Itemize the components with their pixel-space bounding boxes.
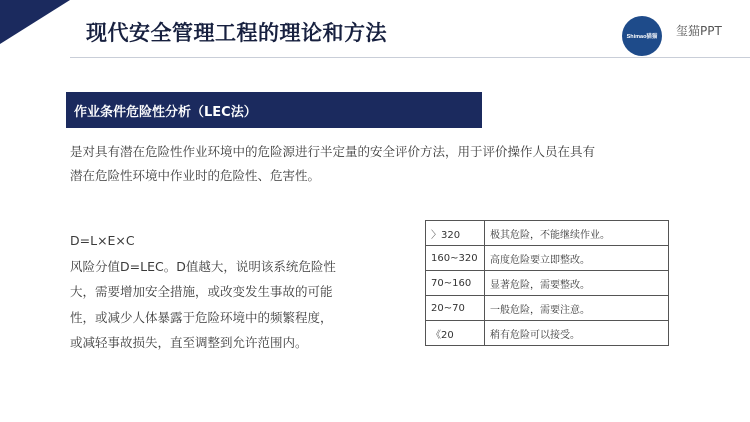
risk-range-cell: 160~320 [426,246,485,271]
risk-range-cell: 20~70 [426,296,485,321]
formula-block [70,228,388,356]
table-row [426,321,669,346]
risk-range-cell: 《20 [426,321,485,346]
formula-line: 大，需要增加安全措施，或改变发生事故的可能 [70,284,333,299]
header-divider [70,57,750,58]
formula-line: 或减轻事故损失，直至调整到允许范围内。 [70,335,308,350]
brand-name: 玺猫PPT [676,24,722,38]
risk-level-cell: 显著危险，需要整改。 [485,271,669,296]
corner-triangle-decoration [0,0,70,44]
table-row [426,271,669,296]
formula-line: 性，或减少人体暴露于危险环境中的频繁程度， [70,309,333,325]
page-title: 现代安全管理工程的理论和方法 [86,20,387,45]
risk-level-cell: 极其危险，不能继续作业。 [485,221,669,246]
logo-text: Shimao猫猫 [626,34,658,40]
risk-range-cell: 70~160 [426,271,485,296]
risk-level-cell: 高度危险要立即整改。 [485,246,669,271]
section-heading-bar [66,92,482,128]
table-row [426,221,669,246]
section-description [70,140,710,188]
formula-line: 风险分值D=LEC。D值越大，说明该系统危险性 [70,258,336,274]
description-line: 潜在危险性环境中作业时的危险性、危害性。 [70,168,321,183]
table-row [426,296,669,321]
description-line: 是对具有潜在危险性作业环境中的危险源进行半定量的安全评价方法，用于评价操作人员在具有 [70,144,596,159]
table-row [426,246,669,271]
brand-logo [622,16,662,56]
section-heading: 作业条件危险性分析（LEC法） [74,104,257,120]
risk-level-cell: 稍有危险可以接受。 [485,321,669,346]
risk-range-cell: 〉320 [426,221,485,246]
risk-level-cell: 一般危险，需要注意。 [485,296,669,321]
risk-level-table [425,220,669,346]
formula-equation: D=L×E×C [70,233,135,248]
